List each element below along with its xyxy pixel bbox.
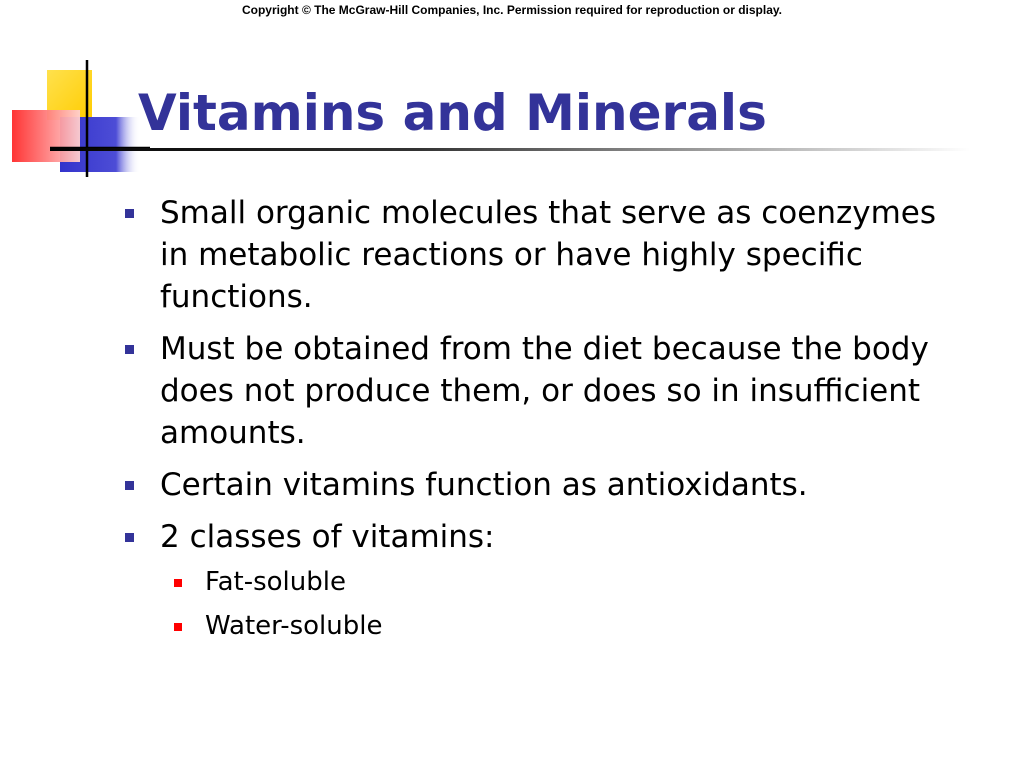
sub-bullet-text: Water-soluble: [205, 611, 383, 641]
bullet-list: [120, 192, 960, 658]
bullet-text: 2 classes of vitamins:: [160, 519, 495, 555]
sub-bullet-list: [160, 560, 960, 648]
sub-bullet-item: [160, 560, 960, 604]
slide-title: Vitamins and Minerals: [138, 84, 767, 142]
bullet-item: [120, 516, 960, 648]
red-square-bullet-icon: [174, 623, 182, 631]
title-underline: [50, 148, 970, 151]
bullet-text: Certain vitamins function as antioxidants.: [160, 467, 808, 503]
copyright-notice: Copyright © The McGraw-Hill Companies, Inc. Permission required for reproduction or display.: [241, 3, 783, 17]
bullet-text: Small organic molecules that serve as coenzymes in metabolic reactions or have highly specific functions.: [160, 195, 936, 315]
bullet-text: Must be obtained from the diet because the body does not produce them, or does so in insufficient amounts.: [160, 331, 929, 451]
sub-bullet-text: Fat-soluble: [205, 567, 346, 597]
square-bullet-icon: [125, 209, 134, 218]
bullet-item: [120, 192, 960, 318]
square-bullet-icon: [125, 481, 134, 490]
sub-bullet-item: [160, 604, 960, 648]
square-bullet-icon: [125, 533, 134, 542]
square-bullet-icon: [125, 345, 134, 354]
red-square-bullet-icon: [174, 579, 182, 587]
template-logo-icon: [0, 55, 150, 180]
bullet-item: [120, 464, 960, 506]
bullet-item: [120, 328, 960, 454]
